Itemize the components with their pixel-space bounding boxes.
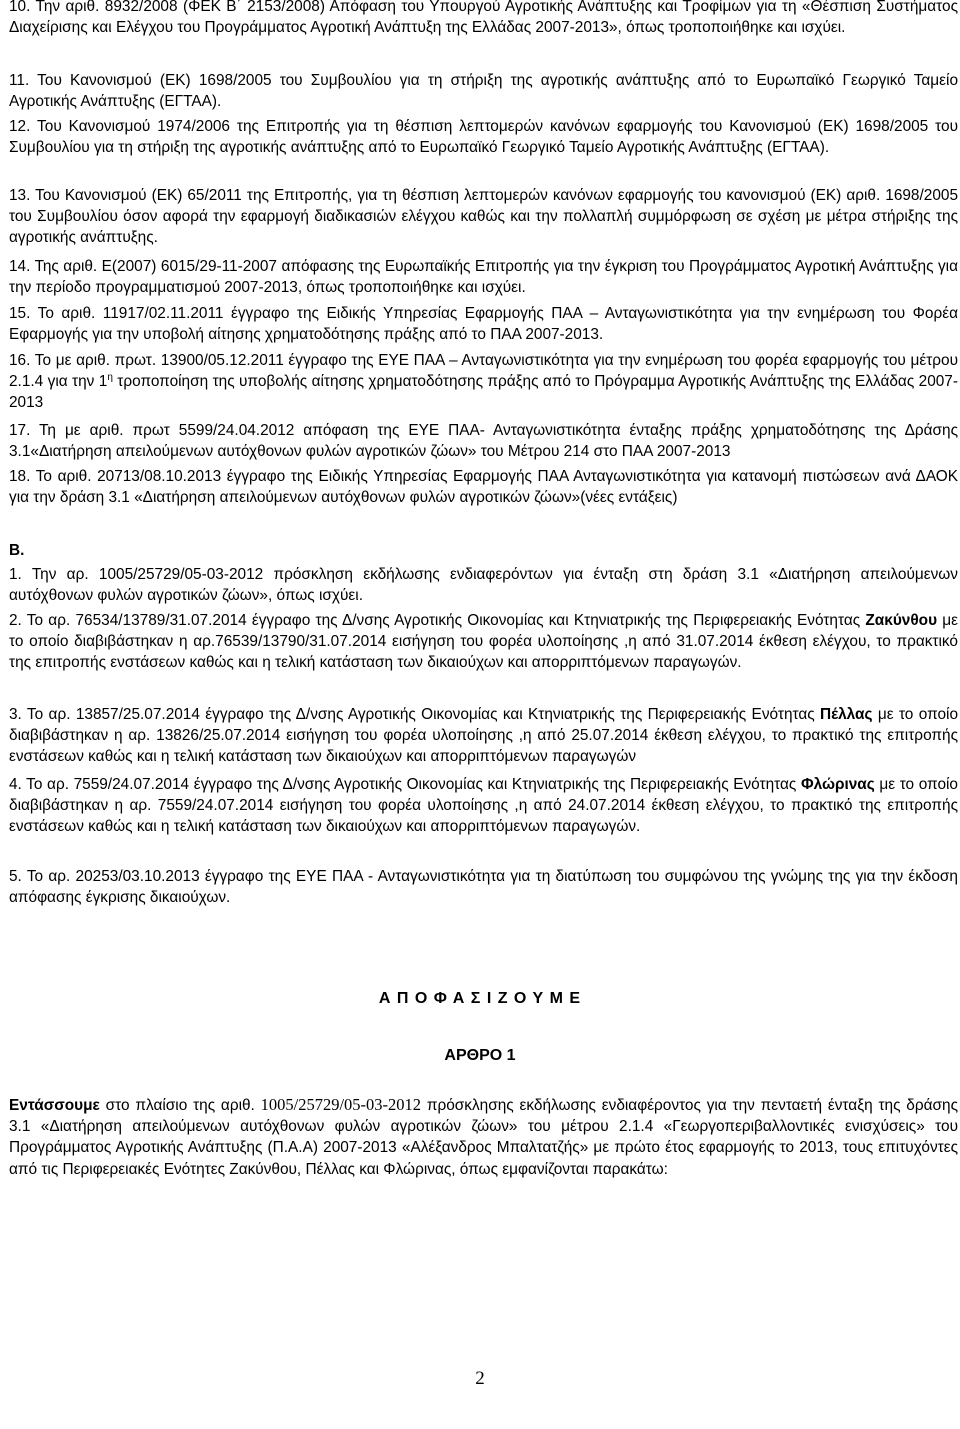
item-text: Το αριθ. 20713/08.10.2013 έγγραφο της Ειδικής Υπηρεσίας Εφαρμογής ΠΑΑ Ανταγωνιστικότητα για κατανομή πιστώσεων ανά ΔΑΟΚ για την δράση 3.1 «Διατήρηση απειλούμενων αυτόχθονων φυλών αγροτικών ζώων»(νέες εντάξεις) <box>9 468 958 507</box>
list-item-b4 <box>9 774 958 838</box>
item-text: Το αρ. 13857/25.07.2014 έγγραφο της Δ/νσης Αγροτικής Οικονομίας και Κτηνιατρικής της Περιφερειακής Ενότητας <box>26 706 821 723</box>
decision-heading: Α Π Ο Φ Α Σ Ι Ζ Ο Υ Μ Ε <box>378 990 582 1007</box>
item-text: Του Κανονισμού (ΕΚ) 1698/2005 του Συμβουλίου για τη στήριξη της αγροτικής ανάπτυξης από το Ευρωπαϊκό Γεωργικό Ταμείο Αγροτικής Ανάπτυξης (ΕΓΤΑΑ). <box>9 72 959 111</box>
page-number: 2 <box>475 1368 485 1389</box>
list-item-18 <box>9 466 958 508</box>
list-item-14 <box>9 256 958 298</box>
list-item-b5 <box>9 866 958 908</box>
list-item-13 <box>9 185 958 249</box>
item-text: Το αριθ. 11917/02.11.2011 έγγραφο της Ειδικής Υπηρεσίας Εφαρμογής ΠΑΑ – Ανταγωνιστικότητα για την ενημέρωση του Φορέα Εφαρμογής για την υποβολή αίτησης χρηματοδότησης πράξης από το ΠΑΑ 2007-2013. <box>9 305 958 344</box>
superscript: η <box>107 372 113 384</box>
item-number: 15. <box>9 305 31 322</box>
list-item-10 <box>9 0 958 38</box>
item-number: 1. <box>9 566 22 583</box>
article-heading: ΑΡΘΡΟ 1 <box>444 1047 516 1064</box>
item-text: με το οποίο διαβιβάστηκαν η αρ. 7559/24.07.2014 εισήγηση του φορέα υλοποίησης ,η από 24.07.2014 έκθεση ελέγχου, το πρακτικό της επιτροπής ενστάσεων καθώς και η τελική κατάσταση των δικαιούχων και απορριπτόμενων παραγωγών. <box>9 776 958 836</box>
item-text: τροποποίηση της υποβολής αίτησης χρηματοδότησης πράξης από το Πρόγραμμα Αγροτικής Ανάπτυξης της Ελλάδας 2007-2013 <box>9 373 958 412</box>
item-text: Την αριθ. 8932/2008 (ΦΕΚ Β΄ 2153/2008) Απόφαση του Υπουργού Αγροτικής Ανάπτυξης και Τροφίμων για τη «Θέσπιση Συστήματος Διαχείρισης και Ελέγχου του Προγράμματος Αγροτική Ανάπτυξη της Ελλάδας 2007-2013», όπως τροποποιήθηκε και ισχύει. <box>9 0 958 37</box>
list-item-b2 <box>9 610 958 674</box>
item-number: 16. <box>9 352 31 369</box>
item-text: Το αρ. 76534/13789/31.07.2014 έγγραφο της Δ/νσης Αγροτικής Οικονομίας και Κτηνιατρικής της Περιφερειακής Ενότητας <box>26 612 866 629</box>
region-name: Φλώρινας <box>800 776 875 793</box>
item-text: Το αρ. 20253/03.10.2013 έγγραφο της ΕΥΕ ΠΑΑ - Ανταγωνιστικότητα για τη διατύπωση του συμφώνου της γνώμης της για την έκδοση απόφασης έγκρισης δικαιούχων. <box>9 868 958 907</box>
region-name: Ζακύνθου <box>865 612 938 629</box>
item-number: 17. <box>9 422 31 439</box>
list-item-16 <box>9 350 958 414</box>
item-text: Το με αριθ. πρωτ. 13900/05.12.2011 έγγραφο της ΕΥΕ ΠΑΑ – Ανταγωνιστικότητα για την ενημέρωση του φορέα εφαρμογής του μέτρου 2.1.4 για την 1 <box>9 352 959 391</box>
region-name: Πέλλας <box>820 706 873 723</box>
item-number: 4. <box>9 776 22 793</box>
item-number: 2. <box>9 612 22 629</box>
article-text: πρόσκλησης εκδήλωσης ενδιαφέροντος για την πενταετή ένταξη της δράσης 3.1 «Διατήρηση απειλούμενων αυτόχθονων φυλών αγροτικών ζώων» του μέτρου 2.1.4 «Γεωργοπεριβαλλοντικές ενισχύσεις» του Προγράμματος Αγροτικής Ανάπτυξης (Π.Α.Α) 2007-2013 «Αλέξανδρος Μπαλτατζής» με πρώτο έτος εφαρμογής το 2013, τους επιτυχόντες από τις Περιφερειακές Ενότητες Ζακύνθου, Πέλλας και Φλώρινας, όπως εμφανίζονται παρακάτω: <box>9 1097 958 1178</box>
article-lead: Εντάσσουμε <box>9 1097 100 1114</box>
item-number: 13. <box>9 187 31 204</box>
item-number: 14. <box>9 258 31 275</box>
item-number: 12. <box>9 118 31 135</box>
item-number: 3. <box>9 706 22 723</box>
list-item-b1 <box>9 564 958 606</box>
item-text: Της αριθ. Ε(2007) 6015/29-11-2007 απόφασης της Ευρωπαϊκής Επιτροπής για την έγκριση του Προγράμματος Αγροτική Ανάπτυξης για την περίοδο προγραμματισμού 2007-2013, όπως τροποποιήθηκε και ισχύει. <box>9 258 958 297</box>
list-item-12 <box>9 116 958 158</box>
list-item-15 <box>9 303 958 345</box>
item-number: 11. <box>9 72 30 89</box>
item-number: 10. <box>9 0 31 15</box>
item-text: με το οποίο διαβιβάστηκαν η αρ.76539/13790/31.07.2014 εισήγηση του φορέα υλοποίησης ,η από 31.07.2014 έκθεση ελέγχου, το πρακτικό της επιτροπής ενστάσεων καθώς και η τελική κατάσταση των δικαιούχων και απορριπτόμενων παραγωγών. <box>9 612 958 672</box>
invitation-reference: 1005/25729/05-03-2012 <box>260 1095 422 1114</box>
article-text: στο πλαίσιο της αριθ. <box>99 1097 261 1114</box>
item-text: Του Κανονισμού 1974/2006 της Επιτροπής για τη θέσπιση λεπτομερών κανόνων εφαρμογής του Κανονισμού (ΕΚ) 1698/2005 του Συμβουλίου για τη στήριξη της αγροτικής ανάπτυξης από το Ευρωπαϊκό Γεωργικό Ταμείο Αγροτικής Ανάπτυξης (ΕΓΤΑΑ). <box>9 118 958 157</box>
item-text: Του Κανονισμού (ΕΚ) 65/2011 της Επιτροπής, για τη θέσπιση λεπτομερών κανόνων εφαρμογής του κανονισμού (ΕΚ) αριθ. 1698/2005 του Συμβουλίου όσον αφορά την εφαρμογή διαδικασιών ελέγχου καθώς και την πολλαπλή συμμόρφωση σε σχέση με μέτρα στήριξης της αγροτικής ανάπτυξης. <box>9 187 959 247</box>
section-b-heading: Β. <box>9 542 25 559</box>
item-text: Τη με αριθ. πρωτ 5599/24.04.2012 απόφαση της ΕΥΕ ΠΑΑ- Ανταγωνιστικότητα ένταξης πράξης χρηματοδότησης της Δράσης 3.1«Διατήρηση απειλούμενων αυτόχθονων φυλών αγροτικών ζώων» του Μέτρου 214 στο ΠΑΑ 2007-2013 <box>9 422 959 461</box>
list-item-11 <box>9 70 958 112</box>
item-text: Το αρ. 7559/24.07.2014 έγγραφο της Δ/νσης Αγροτικής Οικονομίας και Κτηνιατρικής της Περιφερειακής Ενότητας <box>26 776 801 793</box>
item-text: Την αρ. 1005/25729/05-03-2012 πρόσκληση εκδήλωσης ενδιαφερόντων για ένταξη στη δράση 3.1 «Διατήρηση απειλούμενων αυτόχθονων φυλών αγροτικών ζώων», όπως ισχύει. <box>9 566 959 605</box>
item-text: με το οποίο διαβιβάστηκαν η αρ. 13826/25.07.2014 εισήγηση του φορέα υλοποίησης ,η από 25.07.2014 έκθεση ελέγχου, το πρακτικό της επιτροπής ενστάσεων καθώς και η τελική κατάσταση των δικαιούχων και απορριπτόμενων παραγωγών <box>9 706 959 766</box>
list-item-b3 <box>9 704 958 768</box>
article-body <box>9 1094 958 1180</box>
list-item-17 <box>9 420 958 462</box>
item-number: 5. <box>9 868 22 885</box>
item-number: 18. <box>9 468 31 485</box>
